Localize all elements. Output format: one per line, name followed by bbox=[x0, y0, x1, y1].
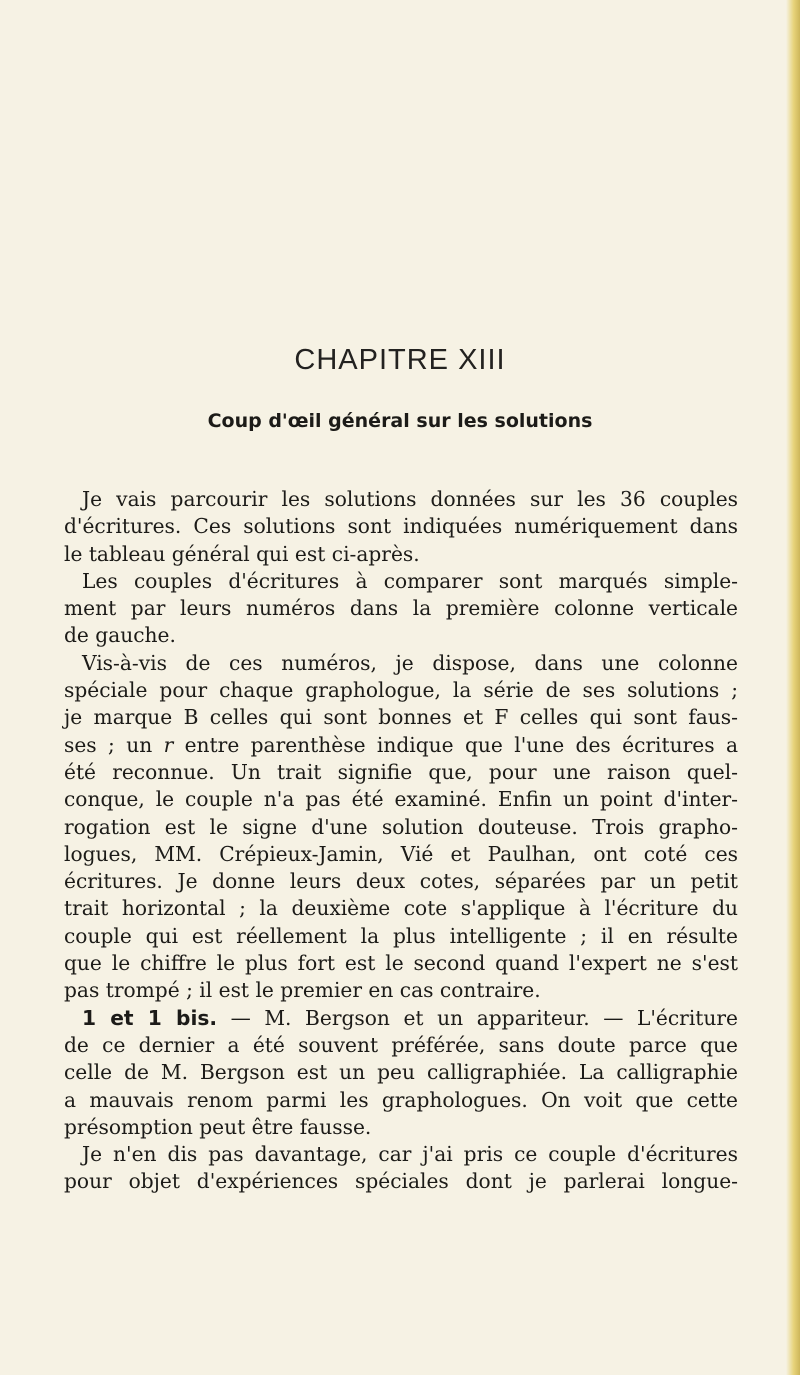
text-line: conque, le couple n'a pas été examiné. Enfin un point d'inter- bbox=[64, 787, 738, 812]
text-line: le tableau général qui est ci-après. bbox=[64, 541, 420, 566]
text-line: spéciale pour chaque graphologue, la série de ses solutions ; bbox=[64, 678, 738, 703]
text-line: couple qui est réellement la plus intelligente ; il en résulte bbox=[64, 923, 738, 948]
text-line: Je n'en dis pas davantage, car j'ai pris ce couple d'écritures bbox=[82, 1142, 738, 1167]
text-line: pas trompé ; il est le premier en cas contraire. bbox=[64, 978, 541, 1003]
text-line: Je vais parcourir les solutions données sur les 36 couples bbox=[82, 487, 738, 511]
text-line: je marque B celles qui sont bonnes et F celles qui sont faus- bbox=[64, 705, 738, 730]
text-fragment: entre parenthèse indique que l'une des écritures a bbox=[173, 732, 738, 757]
section-title: Coup d'œil général sur les solutions bbox=[207, 410, 593, 432]
text-line: pour objet d'expériences spéciales dont je parlerai longue- bbox=[64, 1169, 738, 1194]
text-line bbox=[64, 732, 738, 759]
text-line: écritures. Je donne leurs deux cotes, séparées par un petit bbox=[64, 869, 738, 894]
page-edge bbox=[786, 0, 800, 1375]
chapter-title: CHAPITRE XIII bbox=[294, 344, 506, 376]
text-line bbox=[64, 1005, 738, 1032]
body-text bbox=[64, 486, 738, 1196]
text-line: été reconnue. Un trait signifie que, pour une raison quel- bbox=[64, 759, 738, 784]
text-line: celle de M. Bergson est un peu calligraphiée. La calligraphie bbox=[64, 1060, 738, 1085]
text-line: logues, MM. Crépieux-Jamin, Vié et Paulhan, ont coté ces bbox=[64, 841, 738, 866]
text-line: a mauvais renom parmi les graphologues. On voit que cette bbox=[64, 1087, 738, 1112]
item-reference: 1 et 1 bis. bbox=[82, 1005, 218, 1030]
text-fragment: ses ; un bbox=[64, 732, 164, 757]
text-line: de ce dernier a été souvent préférée, sans doute parce que bbox=[64, 1032, 738, 1057]
text-line: rogation est le signe d'une solution douteuse. Trois grapho- bbox=[64, 814, 738, 839]
text-line: Vis-à-vis de ces numéros, je dispose, dans une colonne bbox=[82, 650, 738, 675]
text-line: trait horizontal ; la deuxième cote s'applique à l'écriture du bbox=[64, 896, 738, 921]
text-line: ment par leurs numéros dans la première colonne verticale bbox=[64, 596, 738, 621]
text-line: de gauche. bbox=[64, 623, 176, 648]
text-fragment: — M. Bergson et un appariteur. — L'écriture bbox=[217, 1005, 738, 1030]
text-line: que le chiffre le plus fort est le second quand l'expert ne s'est bbox=[64, 951, 738, 976]
text-line: Les couples d'écritures à comparer sont marqués simple- bbox=[82, 568, 738, 593]
text-line: présomption peut être fausse. bbox=[64, 1114, 372, 1139]
text-line: d'écritures. Ces solutions sont indiquées numériquement dans bbox=[64, 514, 738, 539]
italic-letter: r bbox=[163, 732, 174, 757]
